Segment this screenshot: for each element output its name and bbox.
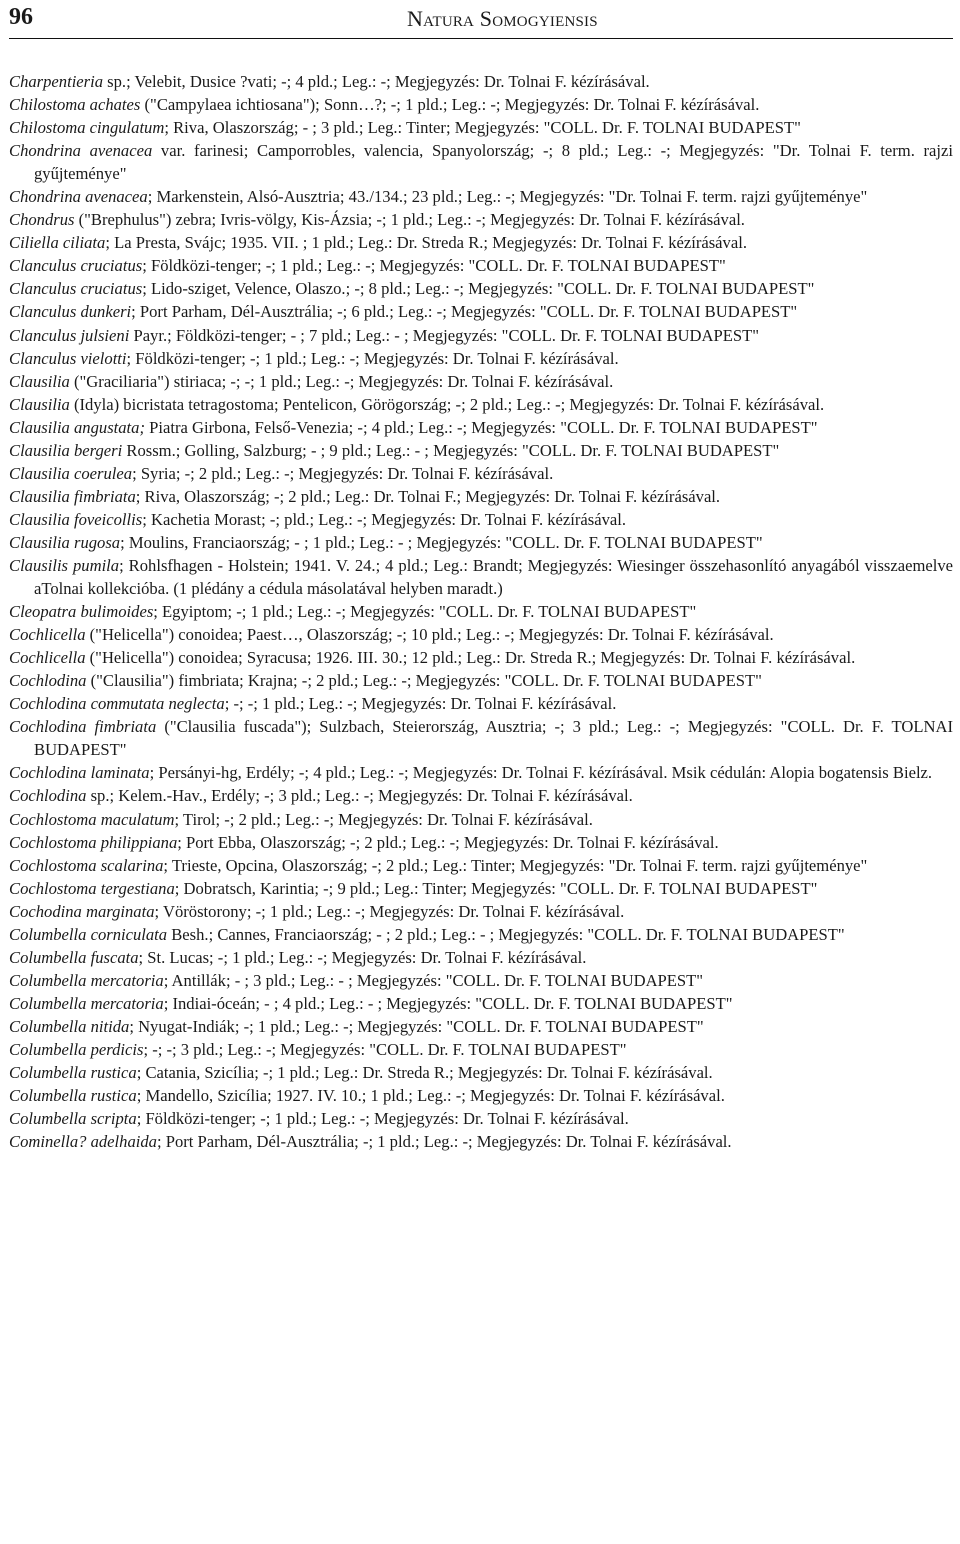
list-item (9, 208, 953, 231)
entry-details: ; Vöröstorony; -; 1 pld.; Leg.: -; Megjegyzés: Dr. Tolnai F. kézírásával. (154, 901, 625, 921)
taxon-name: Columbella corniculata (9, 924, 168, 944)
taxon-name: Cochlicella (9, 625, 86, 645)
entry-details: ; Dobratsch, Karintia; -; 9 pld.; Leg.: Tinter; Megjegyzés: "COLL. Dr. F. TOLNAI BUDAPEST" (174, 878, 818, 898)
entry-details: ; Tirol; -; 2 pld.; Leg.: -; Megjegyzés: Dr. Tolnai F. kézírásával. (174, 809, 593, 829)
taxon-name: Cochlostoma tergestiana (9, 878, 175, 898)
taxon-name: Cochlodina (9, 786, 87, 806)
entry-details: ; Nyugat-Indiák; -; 1 pld.; Leg.: -; Megjegyzés: "COLL. Dr. F. TOLNAI BUDAPEST" (129, 1016, 704, 1036)
taxon-name: Chondrina avenacea (9, 187, 148, 207)
entry-details: ; Riva, Olaszország; -; 2 pld.; Leg.: Dr. Tolnai F.; Megjegyzés: Dr. Tolnai F. kézírásával. (135, 486, 721, 506)
taxon-name: Columbella scripta (9, 1109, 137, 1129)
list-item (9, 439, 953, 462)
entry-details: (Idyla) bicristata tetragostoma; Pentelicon, Görögország; -; 2 pld.; Leg.: -; Megjegyzés: Dr. Tolnai F. kézírásával. (69, 394, 825, 414)
taxon-name: Clanculus dunkeri (9, 302, 132, 322)
entry-details: ("Graciliaria") stiriaca; -; -; 1 pld.; Leg.: -; Megjegyzés: Dr. Tolnai F. kézírásával. (69, 371, 614, 391)
taxon-name: Clausilia rugosa (9, 532, 121, 552)
entry-details: ; Egyiptom; -; 1 pld.; Leg.: -; Megjegyzés: "COLL. Dr. F. TOLNAI BUDAPEST" (153, 602, 697, 622)
list-item (9, 416, 953, 439)
entry-details: ("Clausilia fuscada"); Sulzbach, Steierország, Ausztria; -; 3 pld.; Leg.: -; Megjegyzés: "COLL. Dr. F. TOLNAI BUDAPEST" (34, 717, 954, 760)
entry-details: ("Helicella") conoidea; Syracusa; 1926. III. 30.; 12 pld.; Leg.: Dr. Streda R.; Megjegyzés: Dr. Tolnai F. kézírásával. (85, 648, 856, 668)
entry-details: Rossm.; Golling, Salzburg; - ; 9 pld.; Leg.: - ; Megjegyzés: "COLL. Dr. F. TOLNAI BUDAPEST" (122, 440, 780, 460)
entry-details: ; Trieste, Opcina, Olaszország; -; 2 pld.; Leg.: Tinter; Megjegyzés: "Dr. Tolnai F. term. rajzi gyűjteménye" (163, 855, 868, 875)
entry-details: ; -; -; 1 pld.; Leg.: -; Megjegyzés: Dr. Tolnai F. kézírásával. (224, 694, 617, 714)
entry-details: ; Port Parham, Dél-Ausztrália; -; 6 pld.; Leg.: -; Megjegyzés: "COLL. Dr. F. TOLNAI BUDAPEST" (131, 302, 798, 322)
list-item (9, 1061, 953, 1084)
taxon-name: Clausilia (9, 371, 70, 391)
list-item (9, 116, 953, 139)
list-item (9, 531, 953, 554)
taxon-name: Chilostoma cingulatum (9, 118, 165, 138)
entry-details: ; Catania, Szicília; -; 1 pld.; Leg.: Dr. Streda R.; Megjegyzés: Dr. Tolnai F. kézírásával. (136, 1063, 713, 1083)
list-item (9, 923, 953, 946)
taxon-name: Columbella nitida (9, 1016, 130, 1036)
list-item (9, 623, 953, 646)
entry-details: Piatra Girbona, Felső-Venezia; -; 4 pld.; Leg.: -; Megjegyzés: "COLL. Dr. F. TOLNAI BUDAPEST" (145, 417, 818, 437)
list-item (9, 1015, 953, 1038)
entry-details: ; Syria; -; 2 pld.; Leg.: -; Megjegyzés: Dr. Tolnai F. kézírásával. (132, 463, 554, 483)
list-item (9, 1038, 953, 1061)
entry-details: ; Kachetia Morast; -; pld.; Leg.: -; Megjegyzés: Dr. Tolnai F. kézírásával. (142, 509, 627, 529)
list-item (9, 370, 953, 393)
entry-details: ; Port Parham, Dél-Ausztrália; -; 1 pld.; Leg.: -; Megjegyzés: Dr. Tolnai F. kézírásával. (156, 1132, 732, 1152)
entry-details: ("Campylaea ichtiosana"); Sonn…?; -; 1 pld.; Leg.: -; Megjegyzés: Dr. Tolnai F. kézírásával. (140, 95, 760, 115)
list-item (9, 692, 953, 715)
entry-details: ; Markenstein, Alsó-Ausztria; 43./134.; 23 pld.; Leg.: -; Megjegyzés: "Dr. Tolnai F. term. rajzi gyűjteménye" (147, 187, 868, 207)
entry-details: ; Indiai-óceán; - ; 4 pld.; Leg.: - ; Megjegyzés: "COLL. Dr. F. TOLNAI BUDAPEST" (163, 993, 733, 1013)
entry-details: Besh.; Cannes, Franciaország; - ; 2 pld.; Leg.: - ; Megjegyzés: "COLL. Dr. F. TOLNAI BUDAPEST" (167, 924, 845, 944)
list-item (9, 646, 953, 669)
taxon-name: Clausilia bergeri (9, 440, 123, 460)
list-item (9, 462, 953, 485)
taxon-name: Cochlodina commutata neglecta (9, 694, 225, 714)
taxon-name: Chondrina avenacea (9, 141, 153, 161)
page-number: 96 (9, 4, 33, 30)
taxon-name: Columbella rustica (9, 1063, 137, 1083)
taxon-name: Columbella fuscata (9, 947, 139, 967)
taxon-name: Clanculus vielotti (9, 348, 127, 368)
list-item (9, 300, 953, 323)
taxon-name: Chondrus (9, 210, 75, 230)
list-item (9, 992, 953, 1015)
taxon-name: Ciliella ciliata (9, 233, 106, 253)
page-header (0, 0, 960, 40)
taxon-name: Charpentieria (9, 72, 104, 91)
entry-details: ("Clausilia") fimbriata; Krajna; -; 2 pld.; Leg.: -; Megjegyzés: "COLL. Dr. F. TOLNAI BUDAPEST" (86, 671, 762, 691)
list-item (9, 946, 953, 969)
entry-details: ; Moulins, Franciaország; - ; 1 pld.; Leg.: - ; Megjegyzés: "COLL. Dr. F. TOLNAI BUDAPEST" (120, 532, 763, 552)
list-item (9, 254, 953, 277)
taxon-name: Clanculus julsieni (9, 325, 130, 345)
taxon-name: Clausilis pumila (9, 555, 120, 575)
list-item (9, 1107, 953, 1130)
list-item (9, 185, 953, 208)
list-item (9, 969, 953, 992)
taxon-name: Clanculus cruciatus (9, 256, 143, 276)
list-item (9, 808, 953, 831)
list-item (9, 277, 953, 300)
entry-details: ; Földközi-tenger; -; 1 pld.; Leg.: -; Megjegyzés: Dr. Tolnai F. kézírásával. (126, 348, 619, 368)
list-item (9, 761, 953, 784)
list-item (9, 324, 953, 347)
entry-details: ; -; -; 3 pld.; Leg.: -; Megjegyzés: "COLL. Dr. F. TOLNAI BUDAPEST" (143, 1039, 627, 1059)
header-rule (9, 38, 953, 39)
taxon-name: Clausilia (9, 394, 70, 414)
taxon-name: Cochlostoma maculatum (9, 809, 175, 829)
list-item (9, 877, 953, 900)
entry-details: sp.; Kelem.-Hav., Erdély; -; 3 pld.; Leg.: -; Megjegyzés: Dr. Tolnai F. kézírásával. (86, 786, 633, 806)
entry-details: ; La Presta, Svájc; 1935. VII. ; 1 pld.; Leg.: Dr. Streda R.; Megjegyzés: Dr. Tolnai F. kézírásával. (105, 233, 747, 253)
entry-details: ; Földközi-tenger; -; 1 pld.; Leg.: -; Megjegyzés: Dr. Tolnai F. kézírásával. (136, 1109, 629, 1129)
taxon-name: Clanculus cruciatus (9, 279, 143, 299)
list-item (9, 715, 953, 761)
taxon-name: Columbella rustica (9, 1086, 137, 1106)
taxon-name: Cleopatra bulimoides (9, 602, 154, 622)
taxon-name: Cochlostoma scalarina (9, 855, 164, 875)
entry-details: ; Mandello, Szicília; 1927. IV. 10.; 1 pld.; Leg.: -; Megjegyzés: Dr. Tolnai F. kézírásával. (136, 1086, 725, 1106)
entry-details: ("Helicella") conoidea; Paest…, Olaszország; -; 10 pld.; Leg.: -; Megjegyzés: Dr. Tolnai F. kézírásával. (85, 625, 774, 645)
taxon-name: Clausilia coerulea (9, 463, 133, 483)
list-item (9, 831, 953, 854)
list-item (9, 508, 953, 531)
entry-details: ; Riva, Olaszország; - ; 3 pld.; Leg.: Tinter; Megjegyzés: "COLL. Dr. F. TOLNAI BUDAPEST" (164, 118, 801, 138)
entry-details: ; St. Lucas; -; 1 pld.; Leg.: -; Megjegyzés: Dr. Tolnai F. kézírásával. (138, 947, 587, 967)
entry-details: ; Földközi-tenger; -; 1 pld.; Leg.: -; Megjegyzés: "COLL. Dr. F. TOLNAI BUDAPEST" (142, 256, 726, 276)
list-item (9, 1084, 953, 1107)
taxon-name: Cochlodina fimbriata (9, 717, 157, 737)
entry-details: ; Rohlsfhagen - Holstein; 1941. V. 24.; 4 pld.; Leg.: Brandt; Megjegyzés: Wiesinger összehasonlító anyagából visszaemelve aTolnai kollekcióba. (1 plédány a cédula másolatával helyben maradt.) (34, 555, 953, 599)
entry-details: Payr.; Földközi-tenger; - ; 7 pld.; Leg.: - ; Megjegyzés: "COLL. Dr. F. TOLNAI BUDAPEST" (129, 325, 759, 345)
entry-details: ; Lido-sziget, Velence, Olaszo.; -; 8 pld.; Leg.: -; Megjegyzés: "COLL. Dr. F. TOLNAI BUDAPEST" (142, 279, 815, 299)
taxon-name: Cochlicella (9, 648, 86, 668)
list-item (9, 900, 953, 923)
entry-details: ; Persányi-hg, Erdély; -; 4 pld.; Leg.: -; Megjegyzés: Dr. Tolnai F. kézírásával. Msik cédulán: Alopia bogatensis Bielz. (149, 763, 933, 783)
taxon-name: Columbella perdicis (9, 1039, 144, 1059)
list-item (9, 393, 953, 416)
list-item (9, 139, 953, 185)
list-item (9, 93, 953, 116)
list-item (9, 231, 953, 254)
entry-list (9, 70, 953, 1153)
list-item (9, 600, 953, 623)
list-item (9, 554, 953, 600)
running-title: Natura Somogyiensis (407, 6, 598, 31)
entry-details: ; Antillák; - ; 3 pld.; Leg.: - ; Megjegyzés: "COLL. Dr. F. TOLNAI BUDAPEST" (163, 970, 704, 990)
entry-details: ("Brephulus") zebra; Ivris-völgy, Kis-Ázsia; -; 1 pld.; Leg.: -; Megjegyzés: Dr. Tolnai F. kézírásával. (74, 210, 745, 230)
entry-details: var. farinesi; Camporrobles, valencia, Spanyolország; -; 8 pld.; Leg.: -; Megjegyzés: "Dr. Tolnai F. term. rajzi gyűjteménye" (34, 141, 953, 184)
taxon-name: Clausilia fimbriata (9, 486, 136, 506)
list-item (9, 1130, 953, 1153)
list-item (9, 854, 953, 877)
taxon-name: Cochlodina (9, 671, 87, 691)
taxon-name: Cominella? adelhaida (9, 1132, 157, 1152)
list-item (9, 347, 953, 370)
entry-details: ; Port Ebba, Olaszország; -; 2 pld.; Leg.: -; Megjegyzés: Dr. Tolnai F. kézírásával. (177, 832, 719, 852)
taxon-name: Clausilia foveicollis (9, 509, 143, 529)
taxon-name: Chilostoma achates (9, 95, 141, 115)
list-item (9, 669, 953, 692)
taxon-name: Columbella mercatoria (9, 993, 164, 1013)
list-item (9, 70, 953, 93)
taxon-name: Columbella mercatoria (9, 970, 164, 990)
entry-details: sp.; Velebit, Dusice ?vati; -; 4 pld.; Leg.: -; Megjegyzés: Dr. Tolnai F. kézírásával. (103, 72, 650, 91)
list-item (9, 784, 953, 807)
taxon-name: Cochlodina laminata (9, 763, 150, 783)
taxon-name: Clausilia angustata; (9, 417, 145, 437)
taxon-name: Cochodina marginata (9, 901, 155, 921)
list-item (9, 485, 953, 508)
taxon-name: Cochlostoma philippiana (9, 832, 178, 852)
